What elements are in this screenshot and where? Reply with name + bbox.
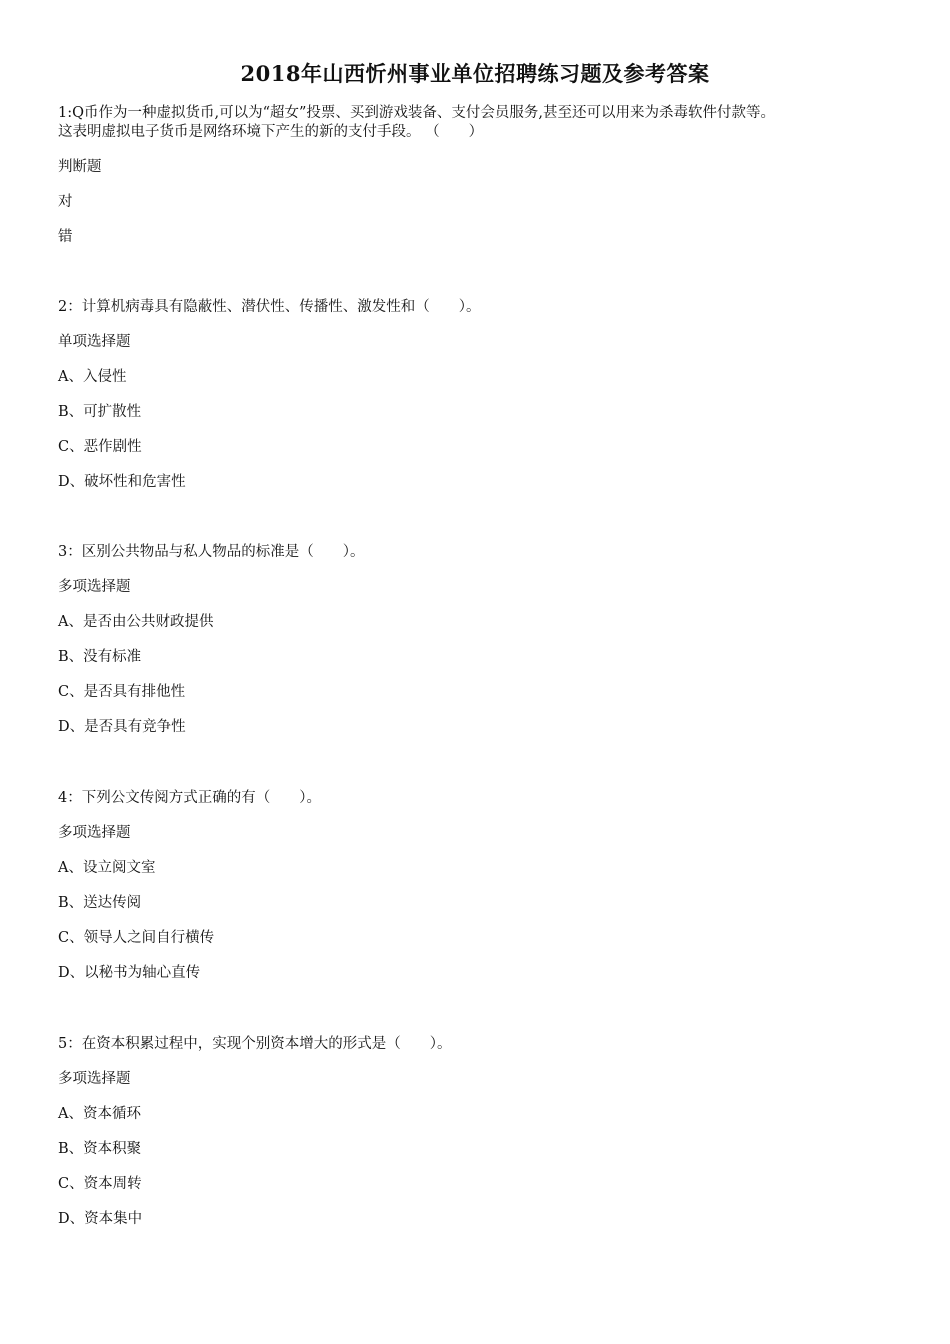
answer-option: D、破坏性和危害性 [58, 474, 186, 490]
question-type: 多项选择题 [58, 825, 131, 841]
question-text-line: 4：下列公文传阅方式正确的有（ ）。 [58, 790, 321, 806]
answer-option: A、设立阅文室 [58, 860, 156, 876]
question-5 [58, 1035, 918, 1229]
answer-option: B、送达传阅 [58, 895, 142, 911]
answer-option: D、是否具有竞争性 [58, 719, 186, 735]
answer-option: B、资本积聚 [58, 1141, 142, 1157]
answer-option: A、资本循环 [58, 1106, 141, 1122]
question-text-line: 2：计算机病毒具有隐蔽性、潜伏性、传播性、激发性和（ ）。 [58, 299, 481, 315]
question-3 [58, 543, 918, 737]
answer-option: 对 [58, 194, 73, 210]
question-text-line: 1:Q币作为一种虚拟货币,可以为“超女”投票、买到游戏装备、支付会员服务,甚至还可以用来为杀毒软件付款等。 [58, 105, 776, 121]
question-2 [58, 298, 918, 492]
answer-option: C、资本周转 [58, 1176, 142, 1192]
answer-option: A、是否由公共财政提供 [58, 614, 214, 630]
question-text-line: 这表明虚拟电子货币是网络环境下产生的新的支付手段。 （ ） [58, 124, 484, 140]
question-4 [58, 789, 918, 983]
answer-option: A、入侵性 [58, 369, 127, 385]
question-text-line: 5：在资本积累过程中，实现个别资本增大的形式是（ ）。 [58, 1036, 452, 1052]
answer-option: C、恶作剧性 [58, 439, 142, 455]
question-1 [58, 104, 918, 247]
question-type: 单项选择题 [58, 334, 131, 350]
answer-option: D、资本集中 [58, 1211, 143, 1227]
answer-option: B、可扩散性 [58, 404, 142, 420]
answer-option: C、领导人之间自行横传 [58, 930, 215, 946]
question-text-line: 3：区别公共物品与私人物品的标准是（ ）。 [58, 544, 365, 560]
question-type: 判断题 [58, 159, 102, 175]
question-type: 多项选择题 [58, 579, 131, 595]
page-title: 2018年山西忻州事业单位招聘练习题及参考答案 [240, 61, 710, 86]
answer-option: C、是否具有排他性 [58, 684, 186, 700]
question-type: 多项选择题 [58, 1071, 131, 1087]
answer-option: D、以秘书为轴心直传 [58, 965, 201, 981]
answer-option: 错 [58, 229, 73, 245]
answer-option: B、没有标准 [58, 649, 142, 665]
